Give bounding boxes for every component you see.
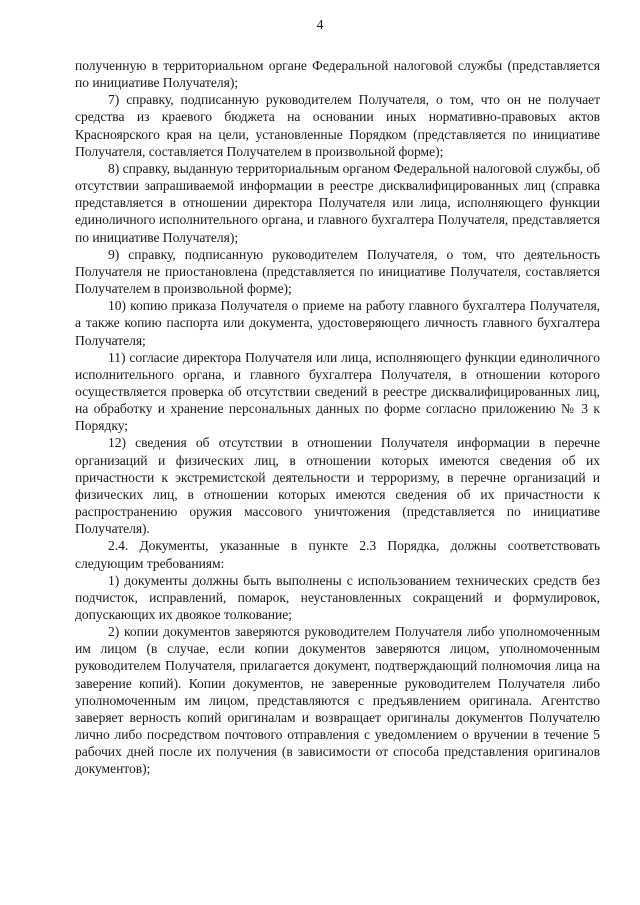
page-number: 4 (316, 18, 324, 33)
paragraph-requirement-1: 1) документы должны быть выполнены с использованием технических средств без подчисток, исправлений, помарок, неустановленных сокращений и формулировок, допускающих их двоякое толкование; (75, 572, 600, 622)
document-body (75, 57, 600, 778)
paragraph-section-2-4: 2.4. Документы, указанные в пункте 2.3 Порядка, должны соответствовать следующим требованиям: (75, 538, 600, 571)
paragraph-item-11: 11) согласие директора Получателя или лица, исполняющего функции единоличного исполнительного органа, и главного бухгалтера Получателя, в отношении которого осуществляется проверка об отсутствии сведений в реестре дисквалифицированных лиц, на обработку и хранение персональных данных по форме согласно приложению № 3 к Порядку; (75, 349, 600, 434)
paragraph-item-12: 12) сведения об отсутствии в отношении Получателя информации в перечне организаций и физических лиц, в отношении которых имеются сведения об их причастности к экстремистской деятельности и терроризму, в перечне организаций и физических лиц, в отношении которых имеются сведения об их причастности к распространению оружия массового уничтожения (представляется по инициативе Получателя). (75, 435, 600, 537)
paragraph-item-8: 8) справку, выданную территориальным органом Федеральной налоговой службы, об отсутствии запрашиваемой информации в реестре дисквалифицированных лиц (справка представляется в отношении директора Получателя или лица, исполняющего функции единоличного исполнительного органа, и главного бухгалтера Получателя, представляется по инициативе Получателя); (75, 160, 600, 245)
paragraph-item-10: 10) копию приказа Получателя о приеме на работу главного бухгалтера Получателя, а также копию паспорта или документа, удостоверяющего личность главного бухгалтера Получателя; (75, 298, 600, 348)
paragraph-continuation: полученную в территориальном органе Федеральной налоговой службы (представляется по инициативе Получателя); (75, 58, 600, 91)
paragraph-requirement-2: 2) копии документов заверяются руководителем Получателя либо уполномоченным им лицом (в случае, если копии документов заверяются лицом, уполномоченным руководителем Получателя, прилагается документ, подтверждающий полномочия лица на заверение копий). Копии документов, не заверенные руководителем Получателя либо уполномоченным им лицом, представляются с предъявлением оригинала. Агентство заверяет верность копий оригиналам и возвращает оригиналы документов Получателю лично либо посредством почтового отправления с уведомлением о вручении в течение 5 рабочих дней после их получения (в зависимости от способа представления оригиналов документов); (75, 624, 600, 777)
paragraph-item-7: 7) справку, подписанную руководителем Получателя, о том, что он не получает средства из краевого бюджета на основании иных нормативно-правовых актов Красноярского края на цели, установленные Порядком (представляется по инициативе Получателя, составляется Получателем в произвольной форме); (75, 92, 600, 159)
paragraph-item-9: 9) справку, подписанную руководителем Получателя, о том, что деятельность Получателя не приостановлена (представляется по инициативе Получателя, составляется Получателем в произвольной форме); (75, 246, 600, 297)
